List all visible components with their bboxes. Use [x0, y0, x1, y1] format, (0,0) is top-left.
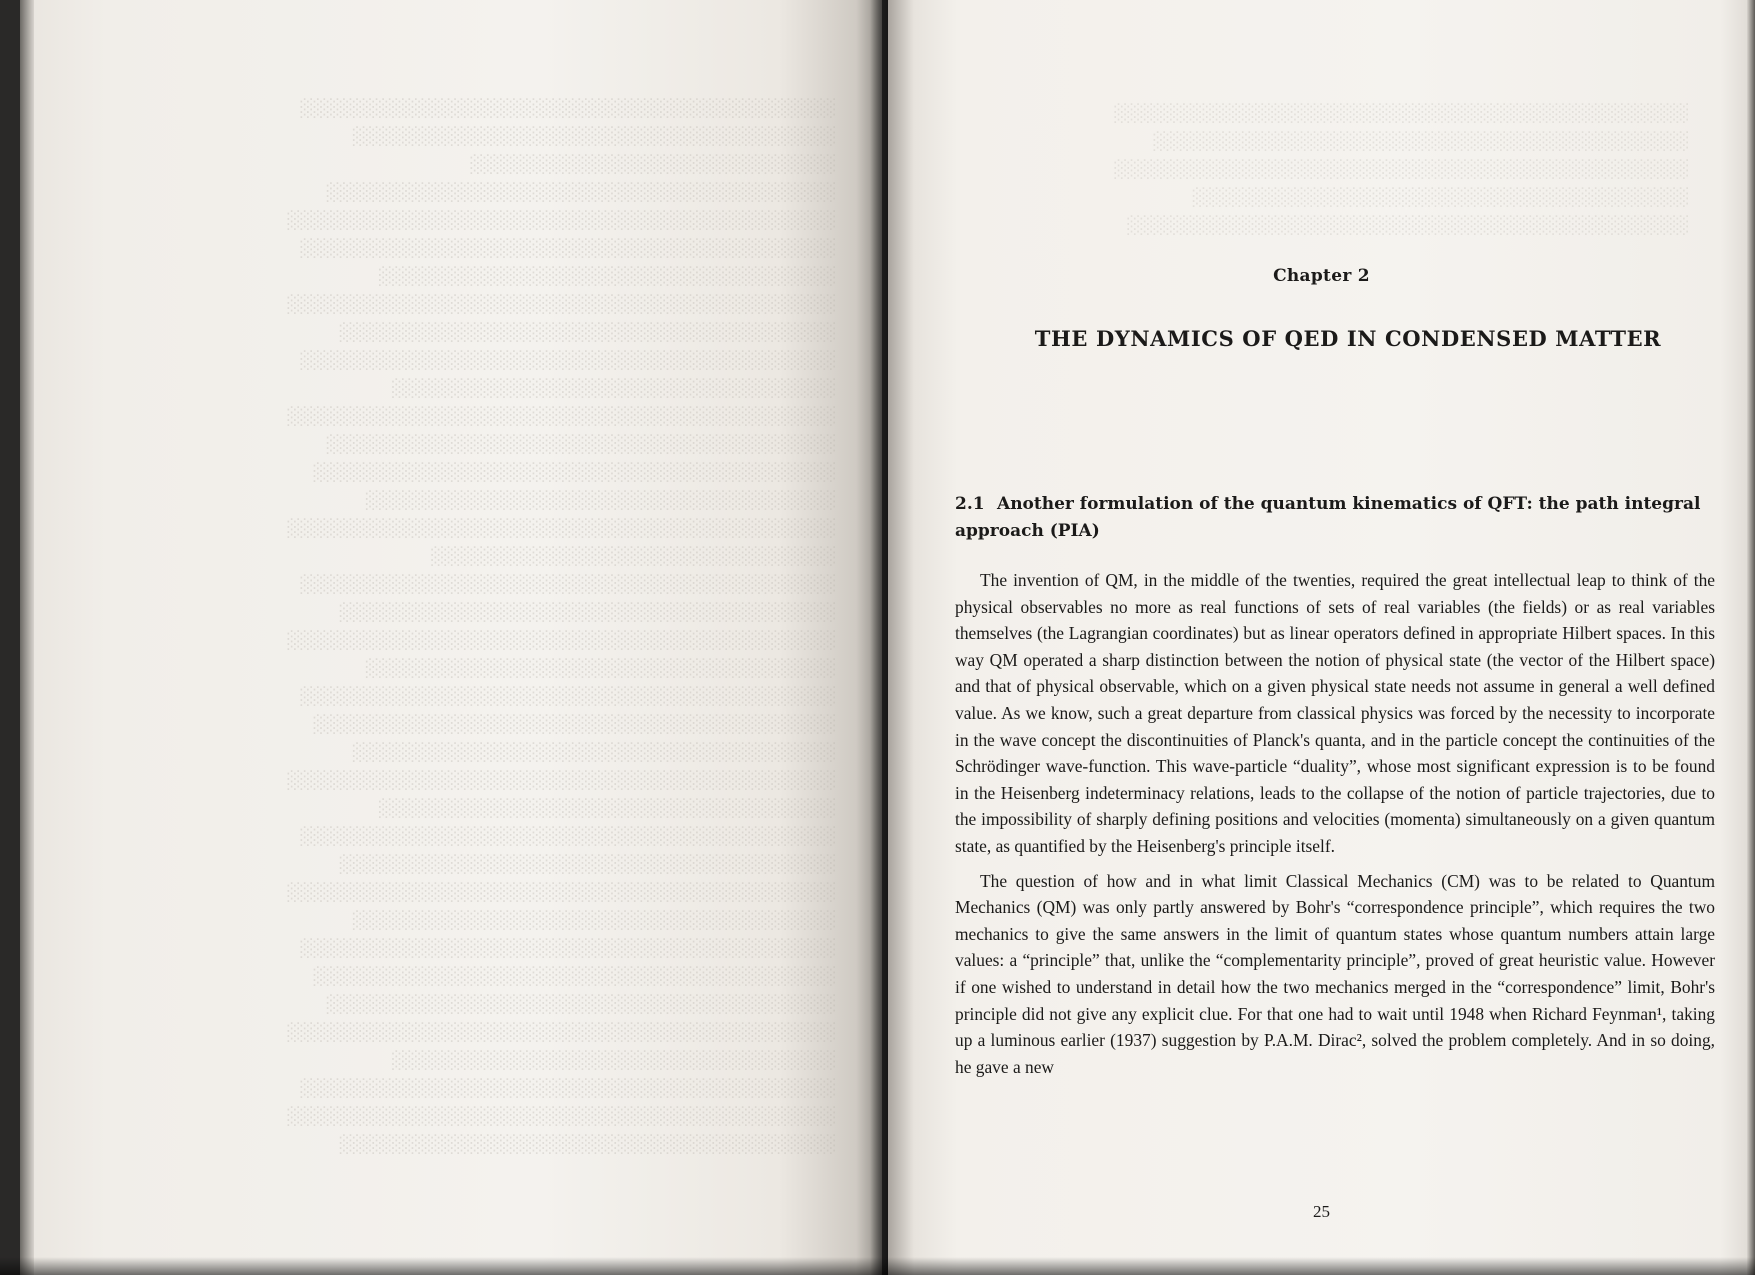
chapter-label: Chapter 2 [1273, 266, 1370, 286]
page-number: 25 [1313, 1202, 1330, 1221]
right-page [888, 0, 1755, 1275]
left-page [20, 0, 882, 1275]
section-title: Another formulation of the quantum kinematics of QFT: the path integral approach (PIA) [955, 494, 1701, 541]
right-page-show-through: ░░░░░░░░░░░░░░░░░░░░░░░░░░░░░░░░░░░░░░░░░░░░ ░░░░░░░░░░░░░░░░░░░░░░░░░░░░░░░░░░░░░░░░░ ░░░░░░░░░░░░░░░░░░░░░░░░░░░░░░░░░░░░░░░░░░░░ ░░░░░░░░░░░░░░░░░░░░░░░░░░░░░░░░░░░░░░ ░░░░░░░░░░░░░░░░░░░░░░░░░░░░░░░░░░░░░░░░░░░ [1112, 104, 1688, 236]
paragraph: The invention of QM, in the middle of the twenties, required the great intellectual leap to think of the physical observables no more as real functions of sets of real variables (the fields) or as real variables themselves (the Lagrangian coordinates) but as linear operators defined in appropriate Hilbert spaces. In this way QM operated a sharp distinction between the notion of physical state (the vector of the Hilbert space) and that of physical observable, which on a given physical state needs not assume in general a well defined value. As we know, such a great departure from classical physics was forced by the necessity to incorporate in the wave concept the discontinuities of Planck's quanta, and in the particle concept the continuities of the Schrödinger wave-function. This wave-particle “duality”, whose most significant expression is to be found in the Heisenberg indeterminacy relations, leads to the collapse of the notion of particle trajectories, due to the impossibility of sharply defining positions and velocities (momenta) simultaneously on a given quantum state, as quantified by the Heisenberg's principle itself. [955, 570, 1715, 856]
section-number: 2.1 [955, 494, 985, 514]
section-heading [955, 491, 1715, 545]
scan-bottom-shadow [0, 1257, 1755, 1275]
left-page-show-through: ░░░░░░░░░░░░░░░░░░░░░░░░░░░░░░░░░░░░░░░░░ ░░░░░░░░░░░░░░░░░░░░░░░░░░░░░░░░░░░░░ ░░░░░░░░░░░░░░░░░░░░░░░░░░░░ ░░░░░░░░░░░░░░░░░░░░░░░░░░░░░░░░░░░░░░░ ░░░░░░░░░░░░░░░░░░░░░░░░░░░░░░░░░░░░░░░░░░ ░░░░░░░░░░░░░░░░░░░░░░░░░░░░░░░░░░░░░░░░░ ░░░░░░░░░░░░░░░░░░░░░░░░░░░░░░░░░░░ ░░░░░░░░░░░░░░░░░░░░░░░░░░░░░░░░░░░░░░░░░░ ░░░░░░░░░░░░░░░░░░░░░░░░░░░░░░░░░░░░░░ ░░░░░░░░░░░░░░░░░░░░░░░░░░░░░░░░░░░░░░░░░ ░░░░░░░░░░░░░░░░░░░░░░░░░░░░░░░░░░ ░░░░░░░░░░░░░░░░░░░░░░░░░░░░░░░░░░░░░░░░░░ ░░░░░░░░░░░░░░░░░░░░░░░░░░░░░░░░░░░░░░░ ░░░░░░░░░░░░░░░░░░░░░░░░░░░░░░░░░░░░░░░░ ░░░░░░░░░░░░░░░░░░░░░░░░░░░░░░░░░░░░ ░░░░░░░░░░░░░░░░░░░░░░░░░░░░░░░░░░░░░░░░░░ ░░░░░░░░░░░░░░░░░░░░░░░░░░░░░░░ ░░░░░░░░░░░░░░░░░░░░░░░░░░░░░░░░░░░░░░░░░ ░░░░░░░░░░░░░░░░░░░░░░░░░░░░░░░░░░░░░░ ░░░░░░░░░░░░░░░░░░░░░░░░░░░░░░░░░░░░░░░░░░ ░░░░░░░░░░░░░░░░░░░░░░░░░░░░░░░░░░░░ ░░░░░░░░░░░░░░░░░░░░░░░░░░░░░░░░░░░░░░░░░ ░░░░░░░░░░░░░░░░░░░░░░░░░░░░░░░░░░░░░░░░ ░░░░░░░░░░░░░░░░░░░░░░░░░░░░░░░░░░░░░ ░░░░░░░░░░░░░░░░░░░░░░░░░░░░░░░░░░░░░░░░░░ ░░░░░░░░░░░░░░░░░░░░░░░░░░░░░░░░░░░ ░░░░░░░░░░░░░░░░░░░░░░░░░░░░░░░░░░░░░░░░░ ░░░░░░░░░░░░░░░░░░░░░░░░░░░░░░░░░░░░░░ ░░░░░░░░░░░░░░░░░░░░░░░░░░░░░░░░░░░░░░░░░░ ░░░░░░░░░░░░░░░░░░░░░░░░░░░░░░░░░░░░░ ░░░░░░░░░░░░░░░░░░░░░░░░░░░░░░░░░░░░░░░░░ ░░░░░░░░░░░░░░░░░░░░░░░░░░░░░░░░░░░░░░░░ ░░░░░░░░░░░░░░░░░░░░░░░░░░░░░░░░░░░░░░░ ░░░░░░░░░░░░░░░░░░░░░░░░░░░░░░░░░░░░░░░░░░ ░░░░░░░░░░░░░░░░░░░░░░░░░░░░░░░░░░ ░░░░░░░░░░░░░░░░░░░░░░░░░░░░░░░░░░░░░░░░░ ░░░░░░░░░░░░░░░░░░░░░░░░░░░░░░░░░░░░░░░░░░ ░░░░░░░░░░░░░░░░░░░░░░░░░░░░░░░░░░░░░░ [285, 99, 835, 1155]
paragraph: The question of how and in what limit Classical Mechanics (CM) was to be related to Quantum Mechanics (QM) was only partly answered by Bohr's “correspondence principle”, which requires the two mechanics to give the same answers in the limit of quantum states whose quantum numbers attain large values: a “principle” that, unlike the “complementarity principle”, proved of great heuristic value. However if one wished to understand in detail how the two mechanics merged in the “correspondence” limit, Bohr's principle did not give any explicit clue. For that one had to wait until 1948 when Richard Feynman¹, taking up a luminous earlier (1937) suggestion by P.A.M. Dirac², solved the problem completely. And in so doing, he gave a new [955, 870, 1715, 1077]
chapter-title: THE DYNAMICS OF QED IN CONDENSED MATTER [1034, 326, 1662, 351]
body-text [955, 567, 1715, 1080]
